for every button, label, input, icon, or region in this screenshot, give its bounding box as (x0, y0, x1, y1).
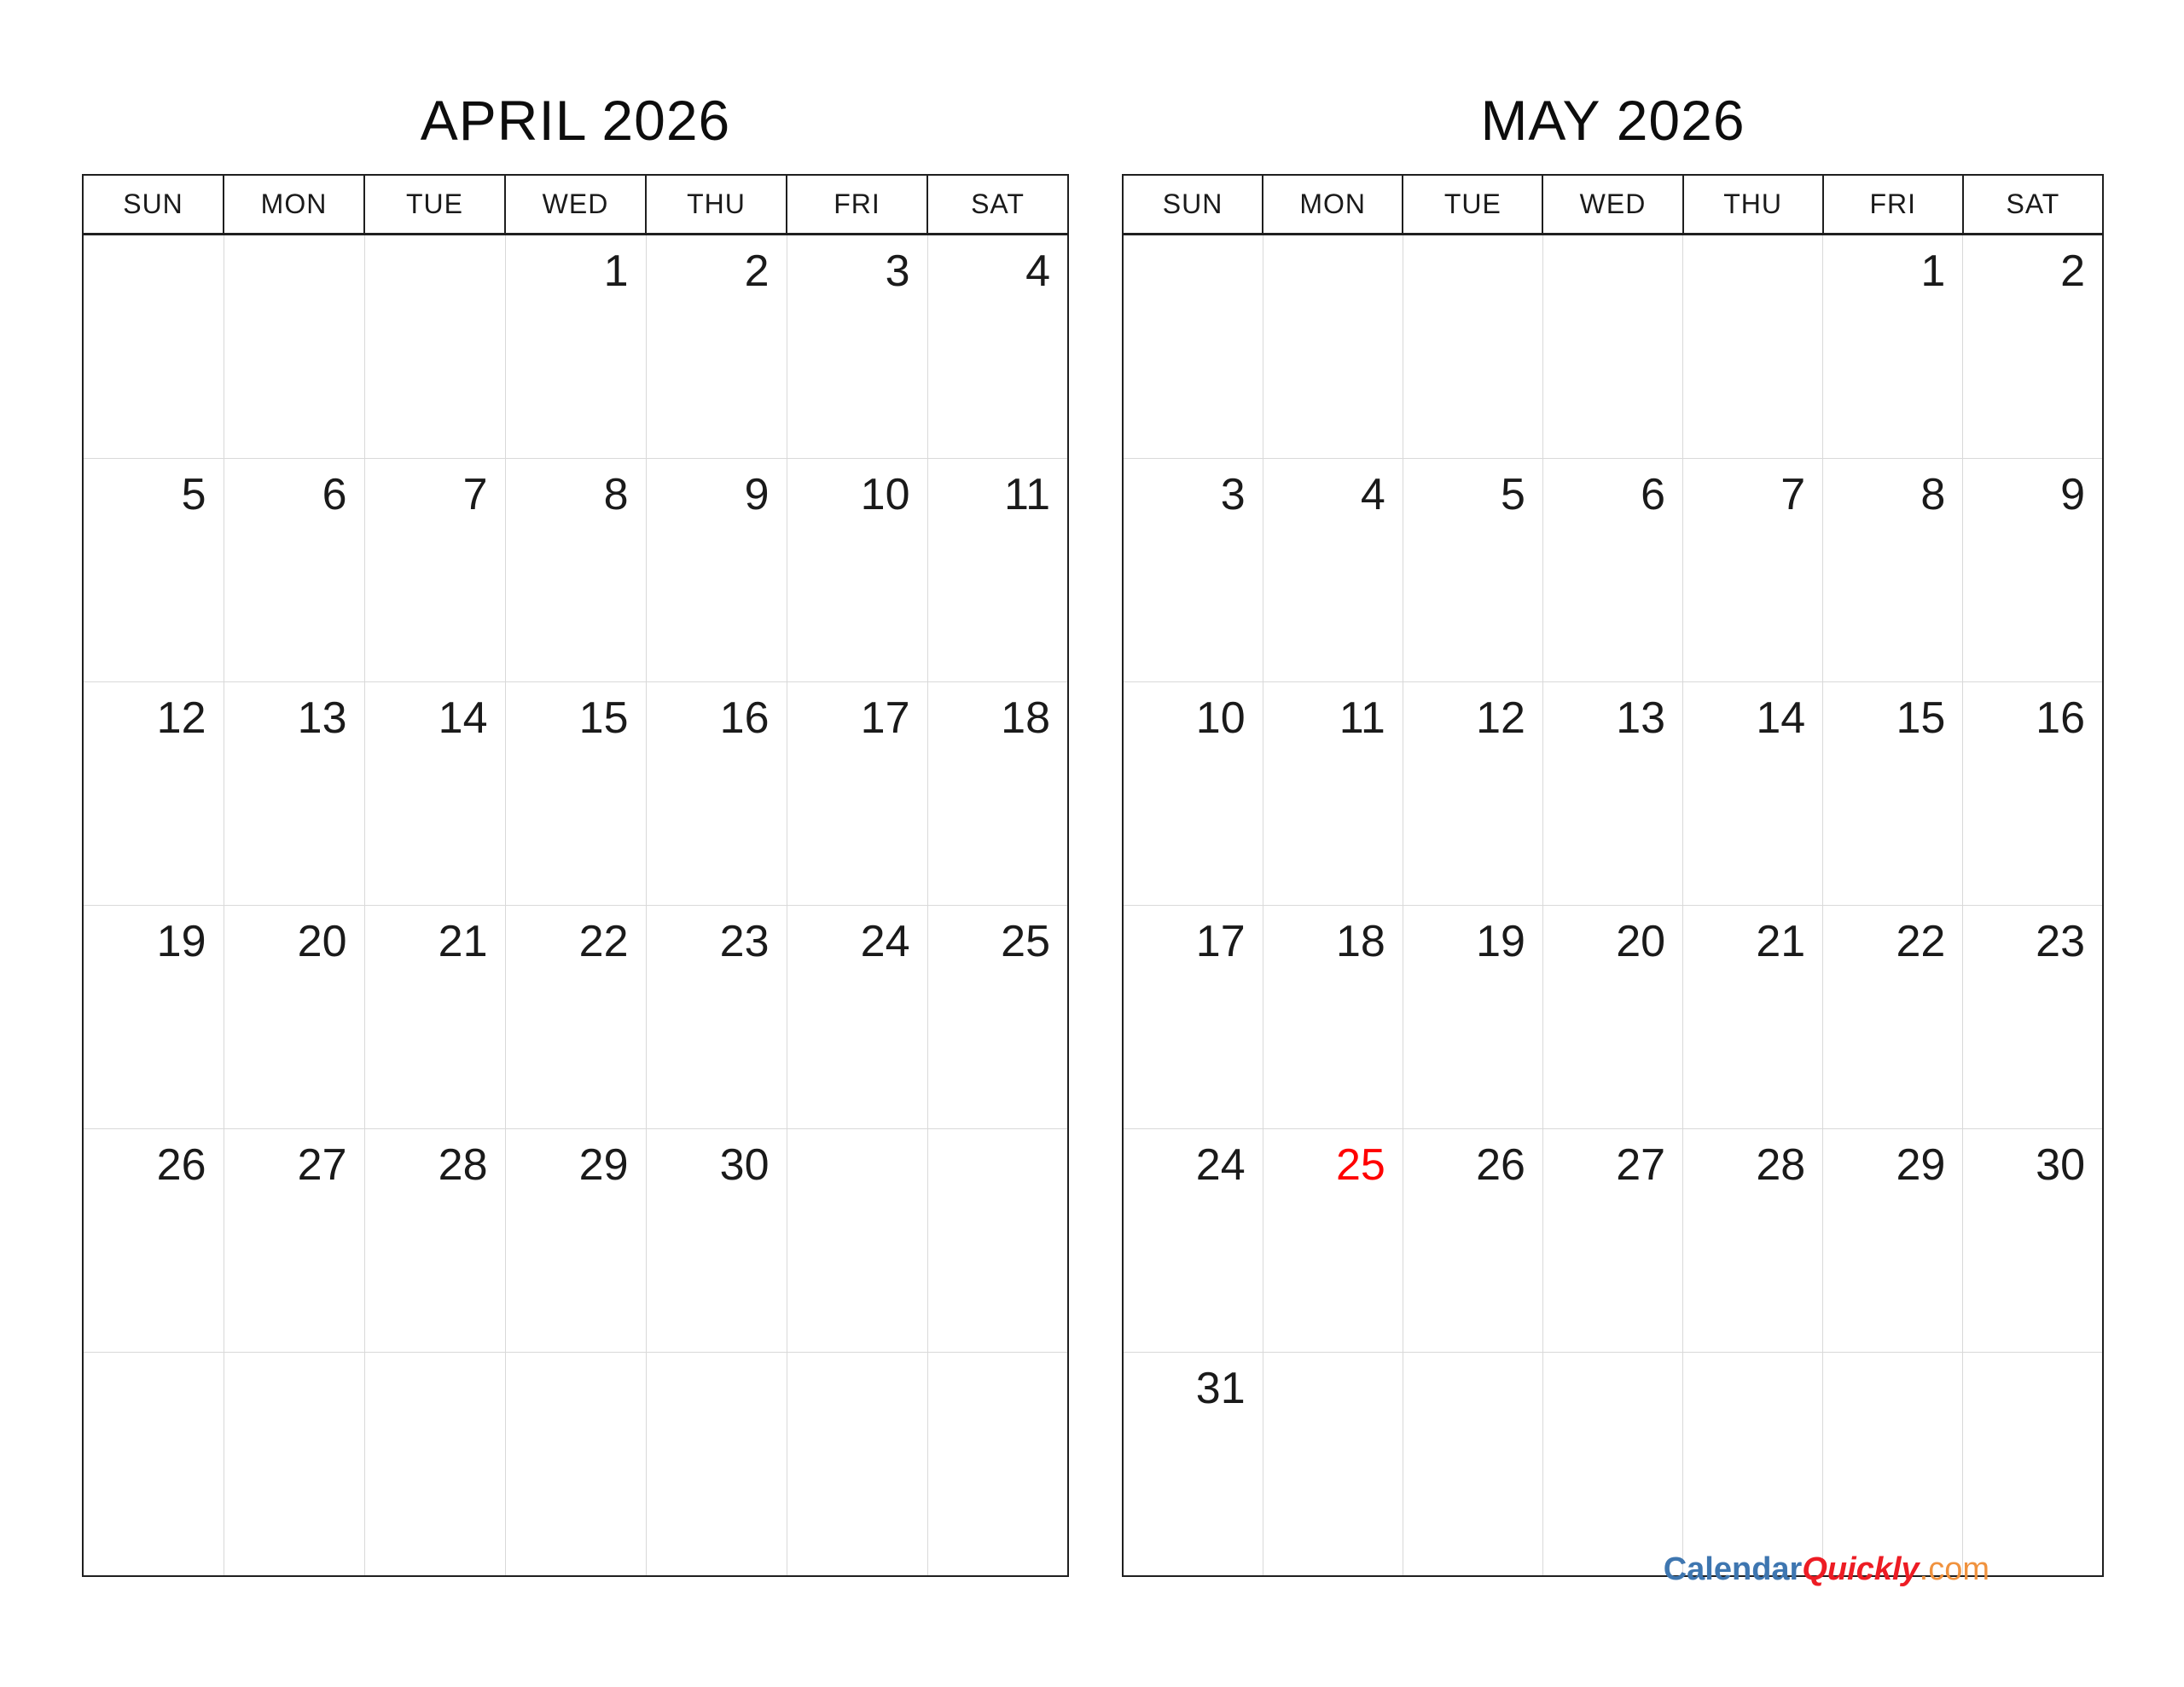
empty-day-cell (1542, 235, 1682, 459)
empty-day-cell (787, 1353, 927, 1577)
april-day-grid (83, 235, 1068, 1577)
empty-day-cell (1683, 1353, 1823, 1577)
empty-day-cell (83, 1353, 224, 1577)
day-cell: 19 (1403, 906, 1542, 1129)
weekday-sun: SUN (1123, 175, 1263, 235)
day-cell: 2 (1963, 235, 2103, 459)
may-day-grid (1123, 235, 2103, 1577)
day-cell: 14 (1683, 682, 1823, 906)
day-cell: 20 (224, 906, 364, 1129)
day-cell: 13 (1542, 682, 1682, 906)
day-cell: 1 (505, 235, 646, 459)
day-cell: 17 (787, 682, 927, 906)
week-row (83, 682, 1068, 906)
logo-calendar-text: Calendar (1663, 1551, 1803, 1587)
april-calendar-table (82, 174, 1069, 1577)
day-cell: 10 (1123, 682, 1263, 906)
day-cell: 18 (1263, 906, 1403, 1129)
weekday-tue: TUE (364, 175, 505, 235)
weekday-sat: SAT (927, 175, 1068, 235)
may-title: MAY 2026 (1480, 89, 1745, 152)
weekday-header-row (83, 175, 1068, 235)
day-cell: 22 (505, 906, 646, 1129)
week-row (1123, 1129, 2103, 1353)
day-cell: 20 (1542, 906, 1682, 1129)
day-cell: 10 (787, 459, 927, 682)
day-cell: 18 (927, 682, 1068, 906)
empty-day-cell (927, 1129, 1068, 1353)
weekday-sat: SAT (1963, 175, 2103, 235)
weekday-mon: MON (1263, 175, 1403, 235)
day-cell: 27 (1542, 1129, 1682, 1353)
empty-day-cell (1963, 1353, 2103, 1577)
weekday-sun: SUN (83, 175, 224, 235)
day-cell: 12 (1403, 682, 1542, 906)
empty-day-cell (1823, 1353, 1963, 1577)
day-cell: 22 (1823, 906, 1963, 1129)
april-title: APRIL 2026 (420, 89, 731, 152)
empty-day-cell (1123, 235, 1263, 459)
week-row (83, 1129, 1068, 1353)
day-cell: 6 (1542, 459, 1682, 682)
empty-day-cell (787, 1129, 927, 1353)
empty-day-cell (364, 1353, 505, 1577)
day-cell: 1 (1823, 235, 1963, 459)
day-cell: 27 (224, 1129, 364, 1353)
day-cell: 15 (1823, 682, 1963, 906)
week-row (83, 235, 1068, 459)
day-cell: 19 (83, 906, 224, 1129)
april-weekday-header-row (83, 175, 1068, 235)
week-row (1123, 682, 2103, 906)
day-cell: 7 (364, 459, 505, 682)
may-weekday-header-row (1123, 175, 2103, 235)
day-cell: 7 (1683, 459, 1823, 682)
day-cell: 28 (1683, 1129, 1823, 1353)
day-cell: 13 (224, 682, 364, 906)
day-cell: 23 (646, 906, 787, 1129)
day-cell: 4 (1263, 459, 1403, 682)
week-row (1123, 906, 2103, 1129)
day-cell: 2 (646, 235, 787, 459)
day-cell: 3 (787, 235, 927, 459)
weekday-thu: THU (646, 175, 787, 235)
day-cell: 16 (646, 682, 787, 906)
weekday-thu: THU (1683, 175, 1823, 235)
empty-day-cell (1403, 235, 1542, 459)
may-calendar-table (1122, 174, 2104, 1577)
day-cell: 28 (364, 1129, 505, 1353)
day-cell: 5 (1403, 459, 1542, 682)
weekday-mon: MON (224, 175, 364, 235)
week-row (1123, 1353, 2103, 1577)
empty-day-cell (927, 1353, 1068, 1577)
day-cell: 30 (1963, 1129, 2103, 1353)
day-cell: 14 (364, 682, 505, 906)
weekday-wed: WED (1542, 175, 1682, 235)
day-cell: 3 (1123, 459, 1263, 682)
day-cell: 11 (927, 459, 1068, 682)
empty-day-cell (1263, 1353, 1403, 1577)
empty-day-cell (364, 235, 505, 459)
day-cell: 26 (83, 1129, 224, 1353)
calendarquickly-logo[interactable] (1664, 1551, 1989, 1590)
empty-day-cell (646, 1353, 787, 1577)
day-cell: 25 (1263, 1129, 1403, 1353)
weekday-header-row (1123, 175, 2103, 235)
day-cell: 9 (1963, 459, 2103, 682)
empty-day-cell (83, 235, 224, 459)
week-row (83, 459, 1068, 682)
day-cell: 8 (505, 459, 646, 682)
empty-day-cell (224, 1353, 364, 1577)
day-cell: 12 (83, 682, 224, 906)
logo-quickly-text: Quickly (1802, 1551, 1920, 1587)
week-row (1123, 235, 2103, 459)
weekday-fri: FRI (787, 175, 927, 235)
day-cell: 25 (927, 906, 1068, 1129)
day-cell: 16 (1963, 682, 2103, 906)
weekday-fri: FRI (1823, 175, 1963, 235)
day-cell: 17 (1123, 906, 1263, 1129)
day-cell: 9 (646, 459, 787, 682)
day-cell: 29 (1823, 1129, 1963, 1353)
empty-day-cell (1683, 235, 1823, 459)
day-cell: 26 (1403, 1129, 1542, 1353)
empty-day-cell (505, 1353, 646, 1577)
day-cell: 30 (646, 1129, 787, 1353)
empty-day-cell (1542, 1353, 1682, 1577)
day-cell: 5 (83, 459, 224, 682)
logo-com-text: .com (1919, 1551, 1989, 1587)
day-cell: 23 (1963, 906, 2103, 1129)
day-cell: 21 (364, 906, 505, 1129)
day-cell: 11 (1263, 682, 1403, 906)
day-cell: 15 (505, 682, 646, 906)
day-cell: 8 (1823, 459, 1963, 682)
day-cell: 24 (1123, 1129, 1263, 1353)
day-cell: 4 (927, 235, 1068, 459)
weekday-wed: WED (505, 175, 646, 235)
week-row (83, 906, 1068, 1129)
week-row (83, 1353, 1068, 1577)
week-row (1123, 459, 2103, 682)
weekday-tue: TUE (1403, 175, 1542, 235)
empty-day-cell (224, 235, 364, 459)
empty-day-cell (1403, 1353, 1542, 1577)
day-cell: 31 (1123, 1353, 1263, 1577)
day-cell: 6 (224, 459, 364, 682)
month-april (82, 0, 1069, 1577)
month-may (1122, 0, 2104, 1577)
day-cell: 24 (787, 906, 927, 1129)
day-cell: 21 (1683, 906, 1823, 1129)
day-cell: 29 (505, 1129, 646, 1353)
empty-day-cell (1263, 235, 1403, 459)
